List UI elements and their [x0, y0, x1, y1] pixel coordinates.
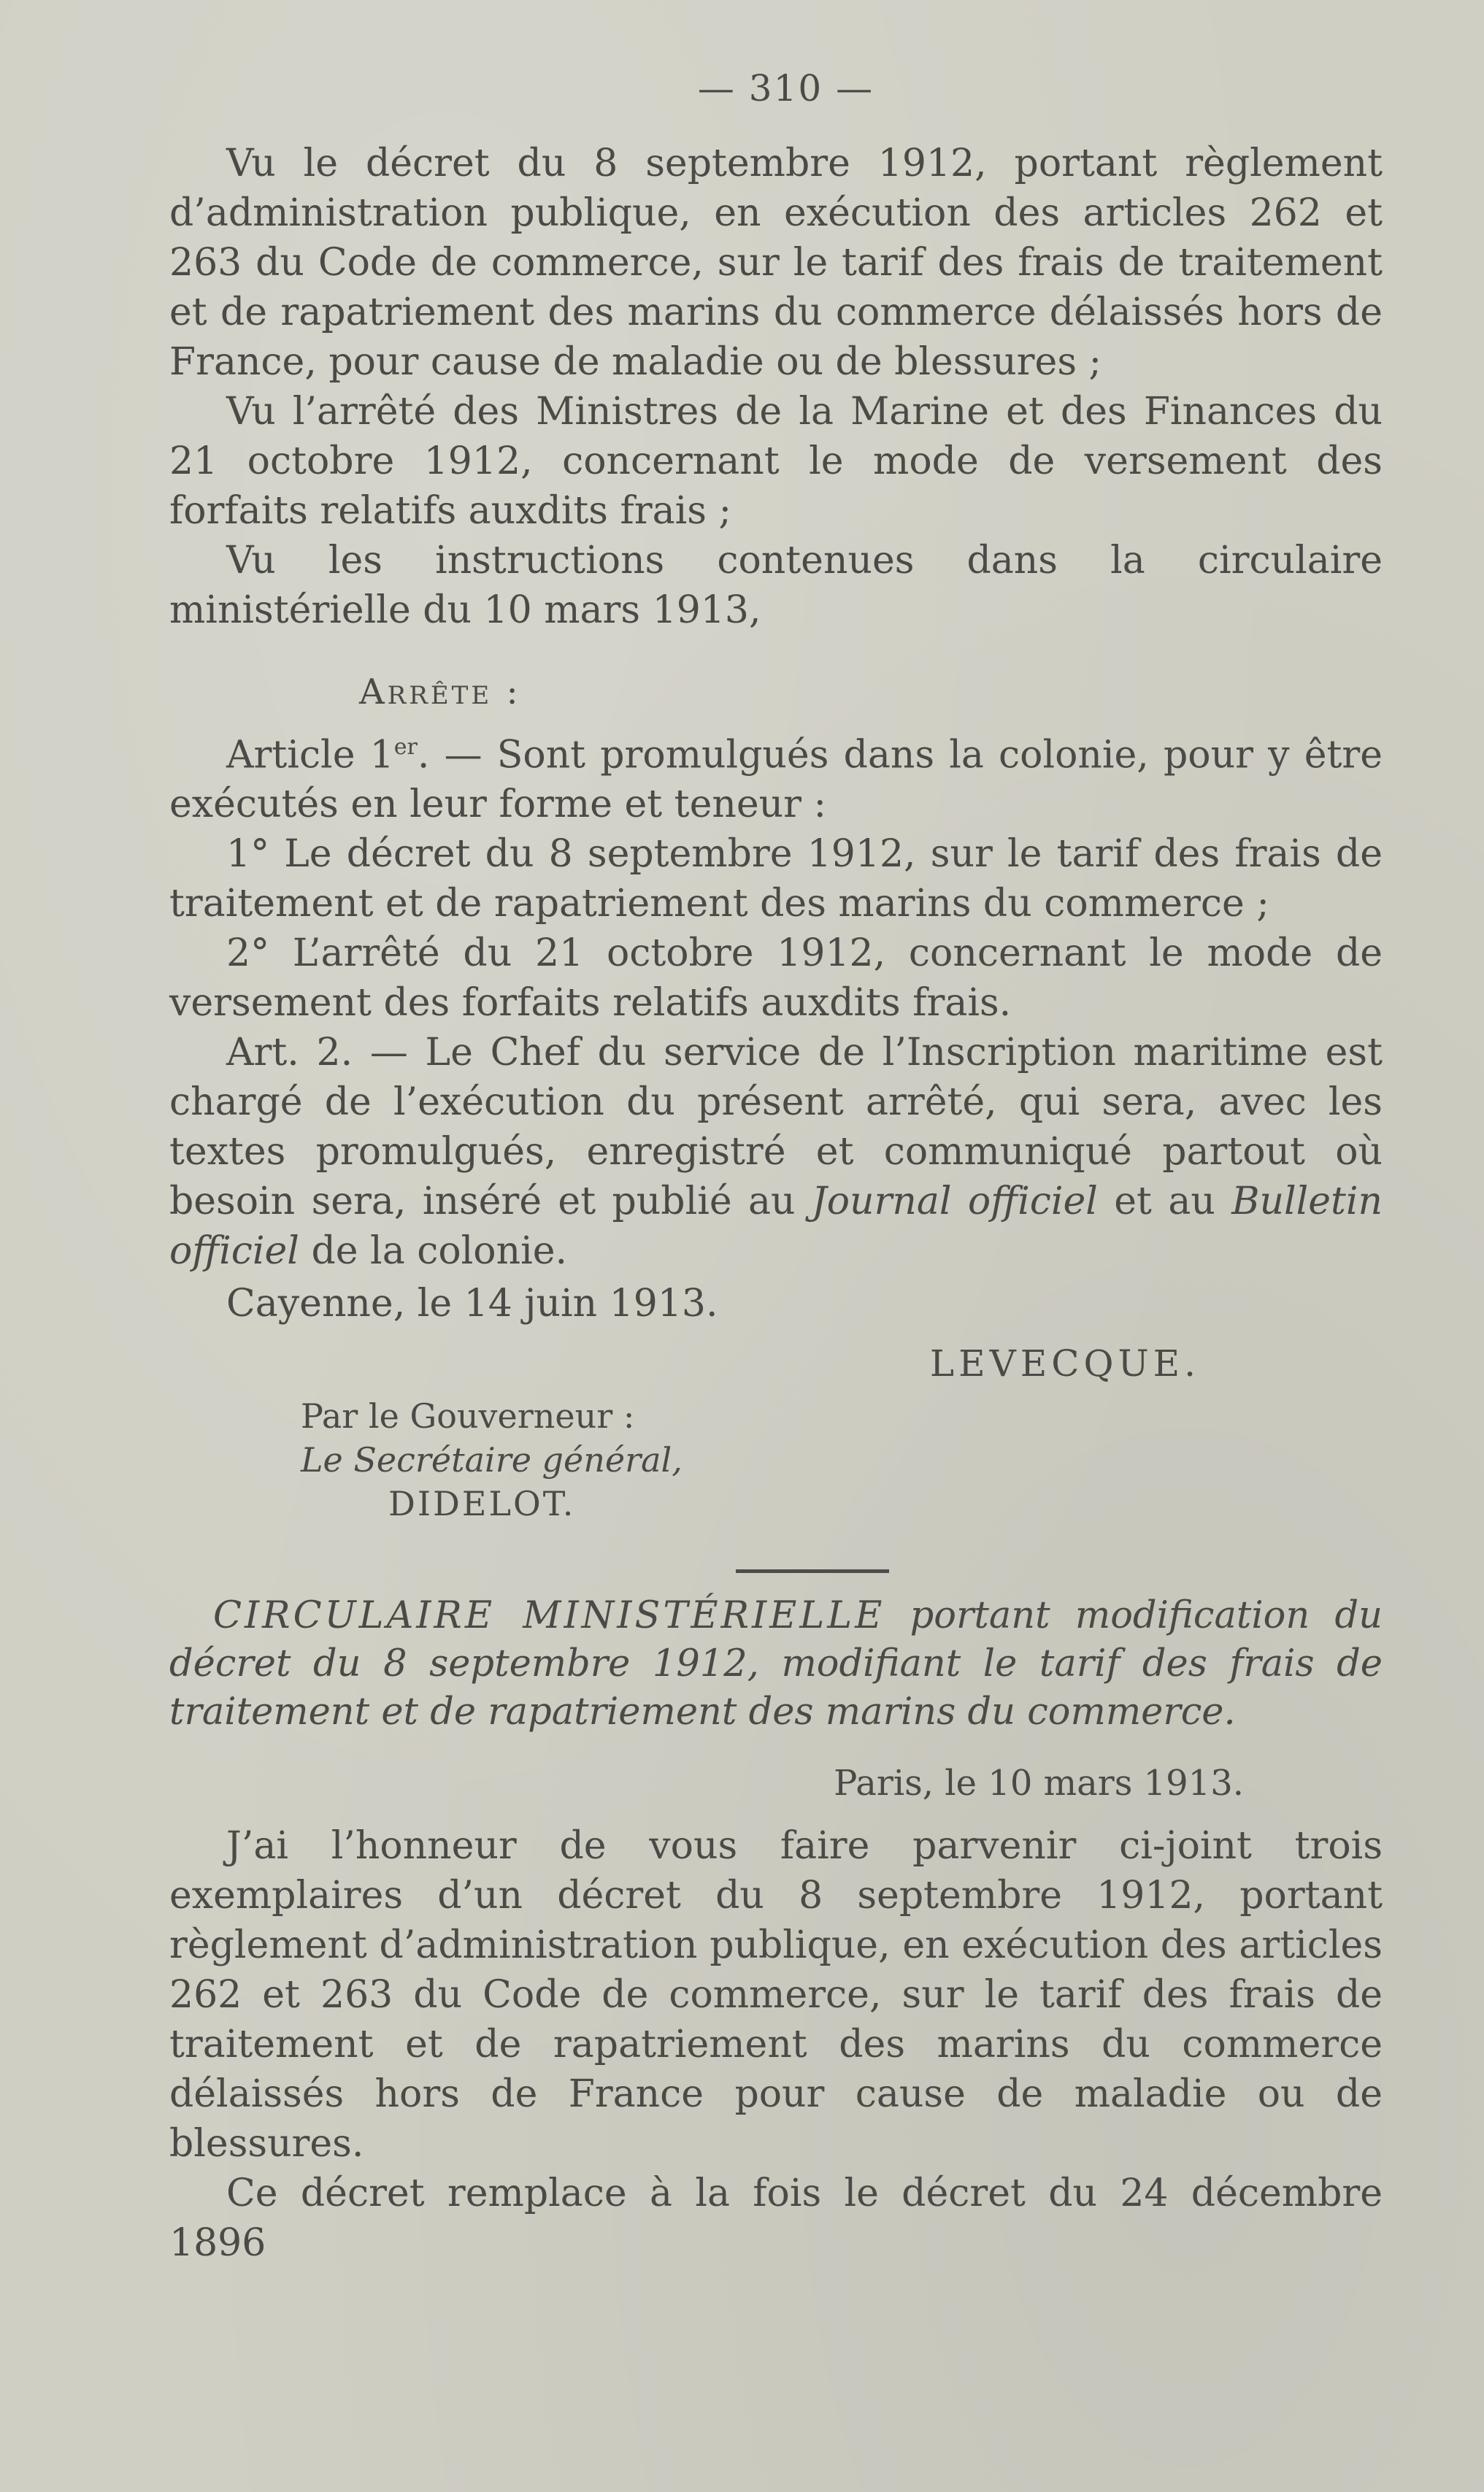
- article-2-text: Art. 2. — Le Chef du service de l’Inscription maritime est chargé de l’exécution du présent arrêté, qui sera, avec les textes promulgués, enregistré et communiqué partout où besoin sera, inséré et publié au: [169, 1031, 1383, 1224]
- preamble-paragraph-1: Vu le décret du 8 septembre 1912, portant règlement d’administration publique, en exécution des articles 262 et 263 du Code de commerce, sur le tarif des frais de traitement et de rapatriement des marins du commerce délaissés hors de France, pour cause de maladie ou de blessures ;: [169, 142, 1383, 384]
- preamble-paragraph-3: Vu les instructions contenues dans la circulaire ministérielle du 10 mars 1913,: [169, 539, 1383, 632]
- signature-name: LEVECQUE.: [929, 1342, 1200, 1385]
- preamble-paragraph-2: Vu l’arrêté des Ministres de la Marine et des Finances du 21 octobre 1912, concernant le mode de versement des forfaits relatifs auxdits frais ;: [169, 390, 1383, 533]
- article-2: [169, 1028, 1383, 1276]
- signature-row: [169, 1339, 1383, 1388]
- place-date: Cayenne, le 14 juin 1913.: [226, 1282, 718, 1326]
- article-2-connector: et au: [1097, 1180, 1232, 1224]
- section-divider: [736, 1569, 889, 1573]
- circular-date: Paris, le 10 mars 1913.: [834, 1763, 1244, 1804]
- document-body: [169, 139, 1383, 2268]
- page-number: — 310 —: [697, 67, 874, 109]
- circular-title-caps: CIRCULAIRE MINISTÉRIELLE: [213, 1594, 885, 1638]
- journal-officiel-title: Journal officiel: [811, 1180, 1098, 1224]
- article-1: [169, 723, 1383, 829]
- by-governor-line: Par le Gouverneur :: [301, 1396, 635, 1437]
- article-1-item-1: 1° Le décret du 8 septembre 1912, sur le tarif des frais de traitement et de rapatriement des marins du commerce ;: [169, 832, 1383, 926]
- secretary-name: DIDELOT.: [388, 1484, 576, 1524]
- circular-paragraph-1: J’ai l’honneur de vous faire parvenir ci-joint trois exemplaires d’un décret du 8 septembre 1912, portant règlement d’administration publique, en exécution des articles 262 et 263 du Code de commerce, sur le tarif des frais de traitement et de rapatriement des marins du commerce délaissés hors de France pour cause de maladie ou de blessures.: [169, 1824, 1383, 2166]
- circular-title: [169, 1592, 1383, 1737]
- bulletin-officiel-title: Bulletin officiel: [169, 1180, 1383, 1274]
- by-governor-block: [169, 1394, 1383, 1526]
- circular-title-rest: portant modification du décret du 8 septembre 1912, modifiant le tarif des frais de traitement et de rapatriement des marins du commerce.: [169, 1594, 1383, 1734]
- article-1-text: . — Sont promulgués dans la colonie, pour y être exécutés en leur forme et teneur :: [169, 733, 1383, 827]
- circular-paragraph-2: Ce décret remplace à la fois le décret du 24 décembre 1896: [169, 2172, 1383, 2266]
- article-2-end: de la colonie.: [299, 1229, 568, 1274]
- article-1-item-2: 2° L’arrêté du 21 octobre 1912, concernant le mode de versement des forfaits relatifs auxdits frais.: [169, 931, 1383, 1026]
- article-1-superscript: er: [393, 734, 418, 760]
- secretary-role: Le Secrétaire général,: [301, 1440, 683, 1480]
- article-1-label: Article 1: [226, 733, 394, 777]
- arrete-heading: Arrête :: [359, 672, 521, 712]
